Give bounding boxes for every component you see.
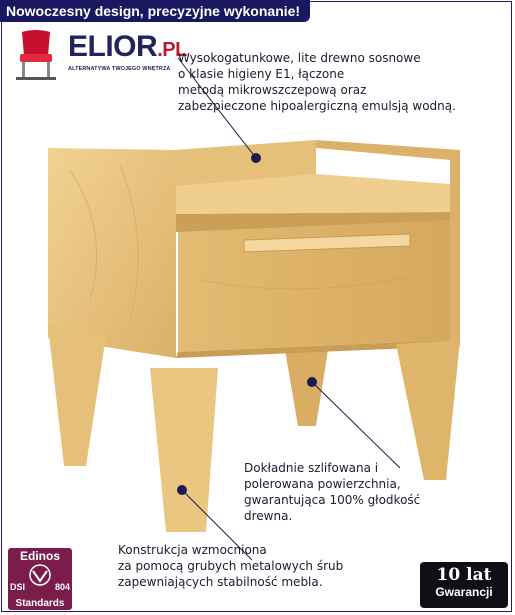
front-left-leg [48, 326, 106, 466]
logo-tagline: ALTERNATYWA TWOJEGO WNĘTRZA [68, 66, 171, 72]
left-side-panel [48, 148, 176, 358]
top-banner: Nowoczesny design, precyzyjne wykonanie! [0, 0, 310, 22]
annotation-wood: Wysokogatunkowe, lite drewno sosnowe o klasie higieny E1, łączone metodą mikrowszczepową oraz zabezpieczone hipoalergiczną emulsją wodną. [178, 51, 456, 113]
pointer-line-surface [312, 382, 400, 468]
annotation-surface: Dokładnie szlifowana i polerowana powierzchnia, gwarantująca 100% głodkość drewna. [244, 461, 421, 523]
back-leg [285, 350, 328, 426]
pointer-dot-construction [177, 485, 187, 495]
edinos-badge [8, 548, 72, 610]
warranty-label: Gwarancji [435, 585, 493, 599]
logo-wordmark: ELIOR.PL [68, 30, 187, 63]
pointer-dot-surface [307, 377, 317, 387]
front-center-leg [150, 368, 218, 532]
pointer-dot-wood [251, 153, 261, 163]
front-right-leg [396, 340, 460, 480]
edinos-title: Edinos [19, 549, 60, 563]
annotation-construction: Konstrukcja wzmocniona za pomocą grubych metalowych śrub zapewniających stabilność mebla. [118, 543, 344, 589]
edinos-emblem-icon [26, 563, 54, 587]
edinos-number: 804 [54, 582, 70, 592]
edinos-standards: Standards [15, 598, 65, 609]
warranty-years: 10 lat [436, 565, 492, 585]
warranty-badge [420, 562, 508, 608]
edinos-dsi: DSI [10, 582, 26, 592]
